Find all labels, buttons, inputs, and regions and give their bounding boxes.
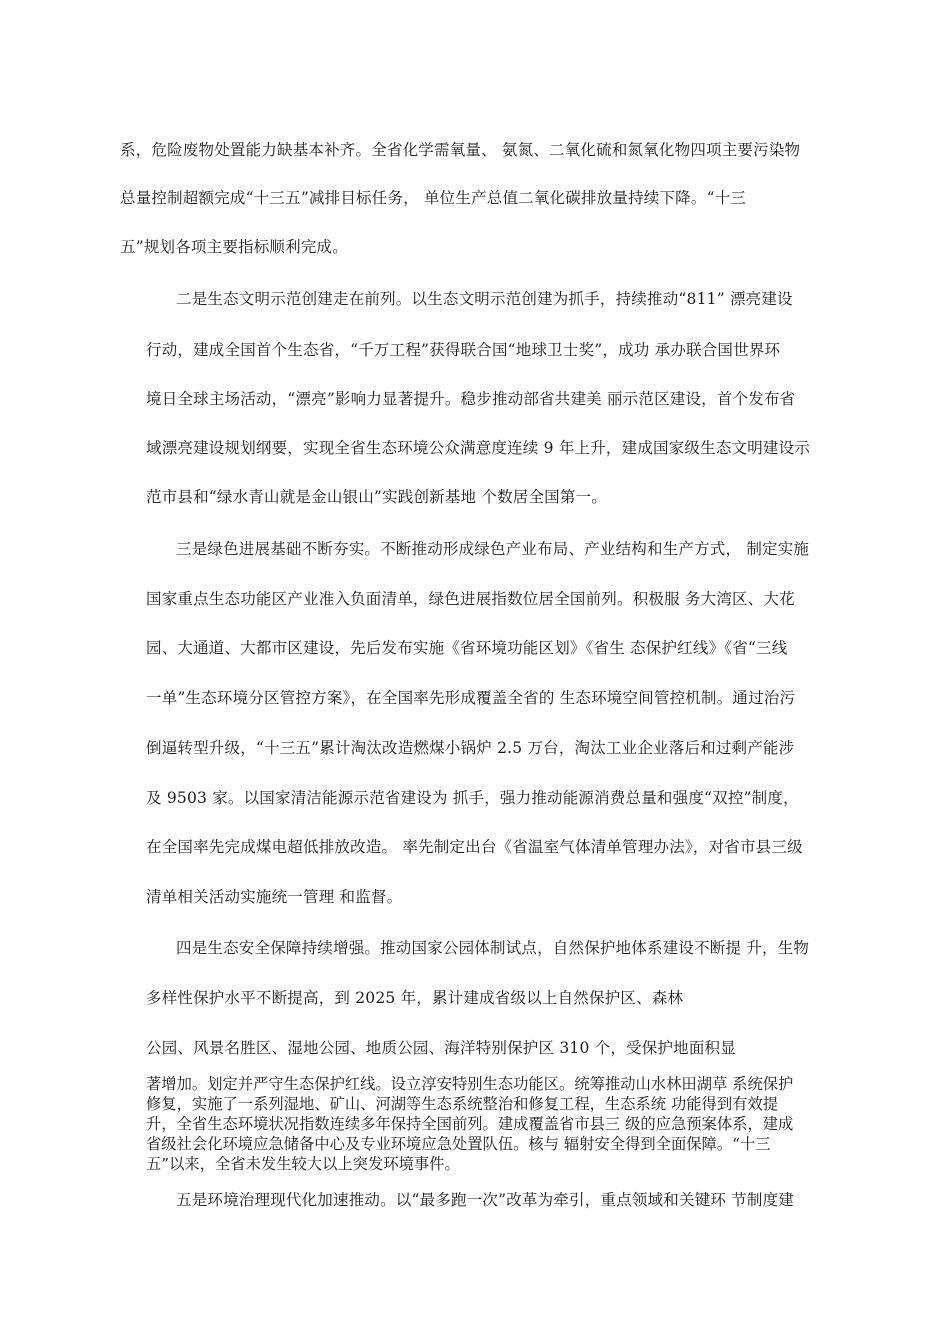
text-line: 四是生态安全保障持续增强。推动国家公园体制试点，自然保护地体系建设不断提 升，生物 <box>176 939 810 957</box>
text-line: 修复，实施了一系列湿地、矿山、河湖等生态系统整治和修复工程，生态系统 功能得到有效提 <box>146 1095 779 1113</box>
text-line: 系，危险废物处置能力缺基本补齐。全省化学需氧量、 氨氮、二氧化硫和氮氧化物四项主要污染物 <box>120 141 801 159</box>
text-line: 省级社会化环境应急储备中心及专业环境应急处置队伍。核与 辐射安全得到全面保障。“十三 <box>146 1135 771 1153</box>
text-line: 园、大通道、大都市区建设，先后发布实施《省环境功能区划》《省生 态保护红线》《省“三线 <box>146 639 788 657</box>
text-line: 域漂亮建设规划纲要，实现全省生态环境公众满意度连续 9 年上升，建成国家级生态文明建设示 <box>146 439 811 457</box>
text-line: 境日全球主场活动，“漂亮”影响力显著提升。稳步推动部省共建美 丽示范区建设，首个发布省 <box>146 390 796 408</box>
text-line: 清单相关活动实施统一管理 和监督。 <box>146 888 403 906</box>
text-line: 在全国率先完成煤电超低排放改造。 率先制定出台《省温室气体清单管理办法》，对省市县三级 <box>146 838 803 856</box>
text-line: 三是绿色进展基础不断夯实。不断推动形成绿色产业布局、产业结构和生产方式， 制定实施 <box>176 540 810 558</box>
text-line: 范市县和“绿水青山就是金山银山”实践创新基地 个数居全国第一。 <box>146 488 607 506</box>
text-line: 倒逼转型升级，“十三五”累计淘汰改造燃煤小锅炉 2.5 万台，淘汰工业企业落后和过剩产能涉 <box>146 739 795 757</box>
text-line: 总量控制超额完成“十三五”减排目标任务， 单位生产总值二氧化碳排放量持续下降。“十三 <box>120 189 747 207</box>
text-line: 五是环境治理现代化加速推动。以“最多跑一次”改革为牵引，重点领域和关键环 节制度建 <box>176 1191 794 1209</box>
text-line: 国家重点生态功能区产业准入负面清单，绿色进展指数位居全国前列。积极服 务大湾区、大花 <box>146 590 795 608</box>
text-line: 升，全省生态环境状况指数连续多年保持全国前列。建成覆盖省市县三 级的应急预案体系，建成 <box>146 1115 794 1133</box>
text-line: 多样性保护水平不断提高，到 2025 年，累计建成省级以上自然保护区、森林 <box>146 989 684 1007</box>
text-line: 五”规划各项主要指标顺利完成。 <box>120 238 348 256</box>
text-line: 公园、风景名胜区、湿地公园、地质公园、海洋特别保护区 310 个，受保护地面积显 <box>146 1039 736 1057</box>
text-line: 行动，建成全国首个生态省，“千万工程”获得联合国“地球卫士奖”，成功 承办联合国世界环 <box>146 341 781 359</box>
text-line: 五”以来，全省未发生较大以上突发环境事件。 <box>146 1155 460 1173</box>
text-line: 二是生态文明示范创建走在前列。以生态文明示范创建为抓手，持续推动“811” 漂亮建设 <box>176 290 793 308</box>
text-line: 著增加。划定并严守生态保护红线。设立淳安特别生态功能区。统筹推动山水林田湖草 系统保护 <box>146 1075 794 1093</box>
text-line: 及 9503 家。以国家清洁能源示范省建设为 抓手，强力推动能源消费总量和强度“双控”制度， <box>146 789 799 807</box>
text-line: 一单”生态环境分区管控方案》，在全国率先形成覆盖全省的 生态环境空间管控机制。通过治污 <box>146 689 796 707</box>
